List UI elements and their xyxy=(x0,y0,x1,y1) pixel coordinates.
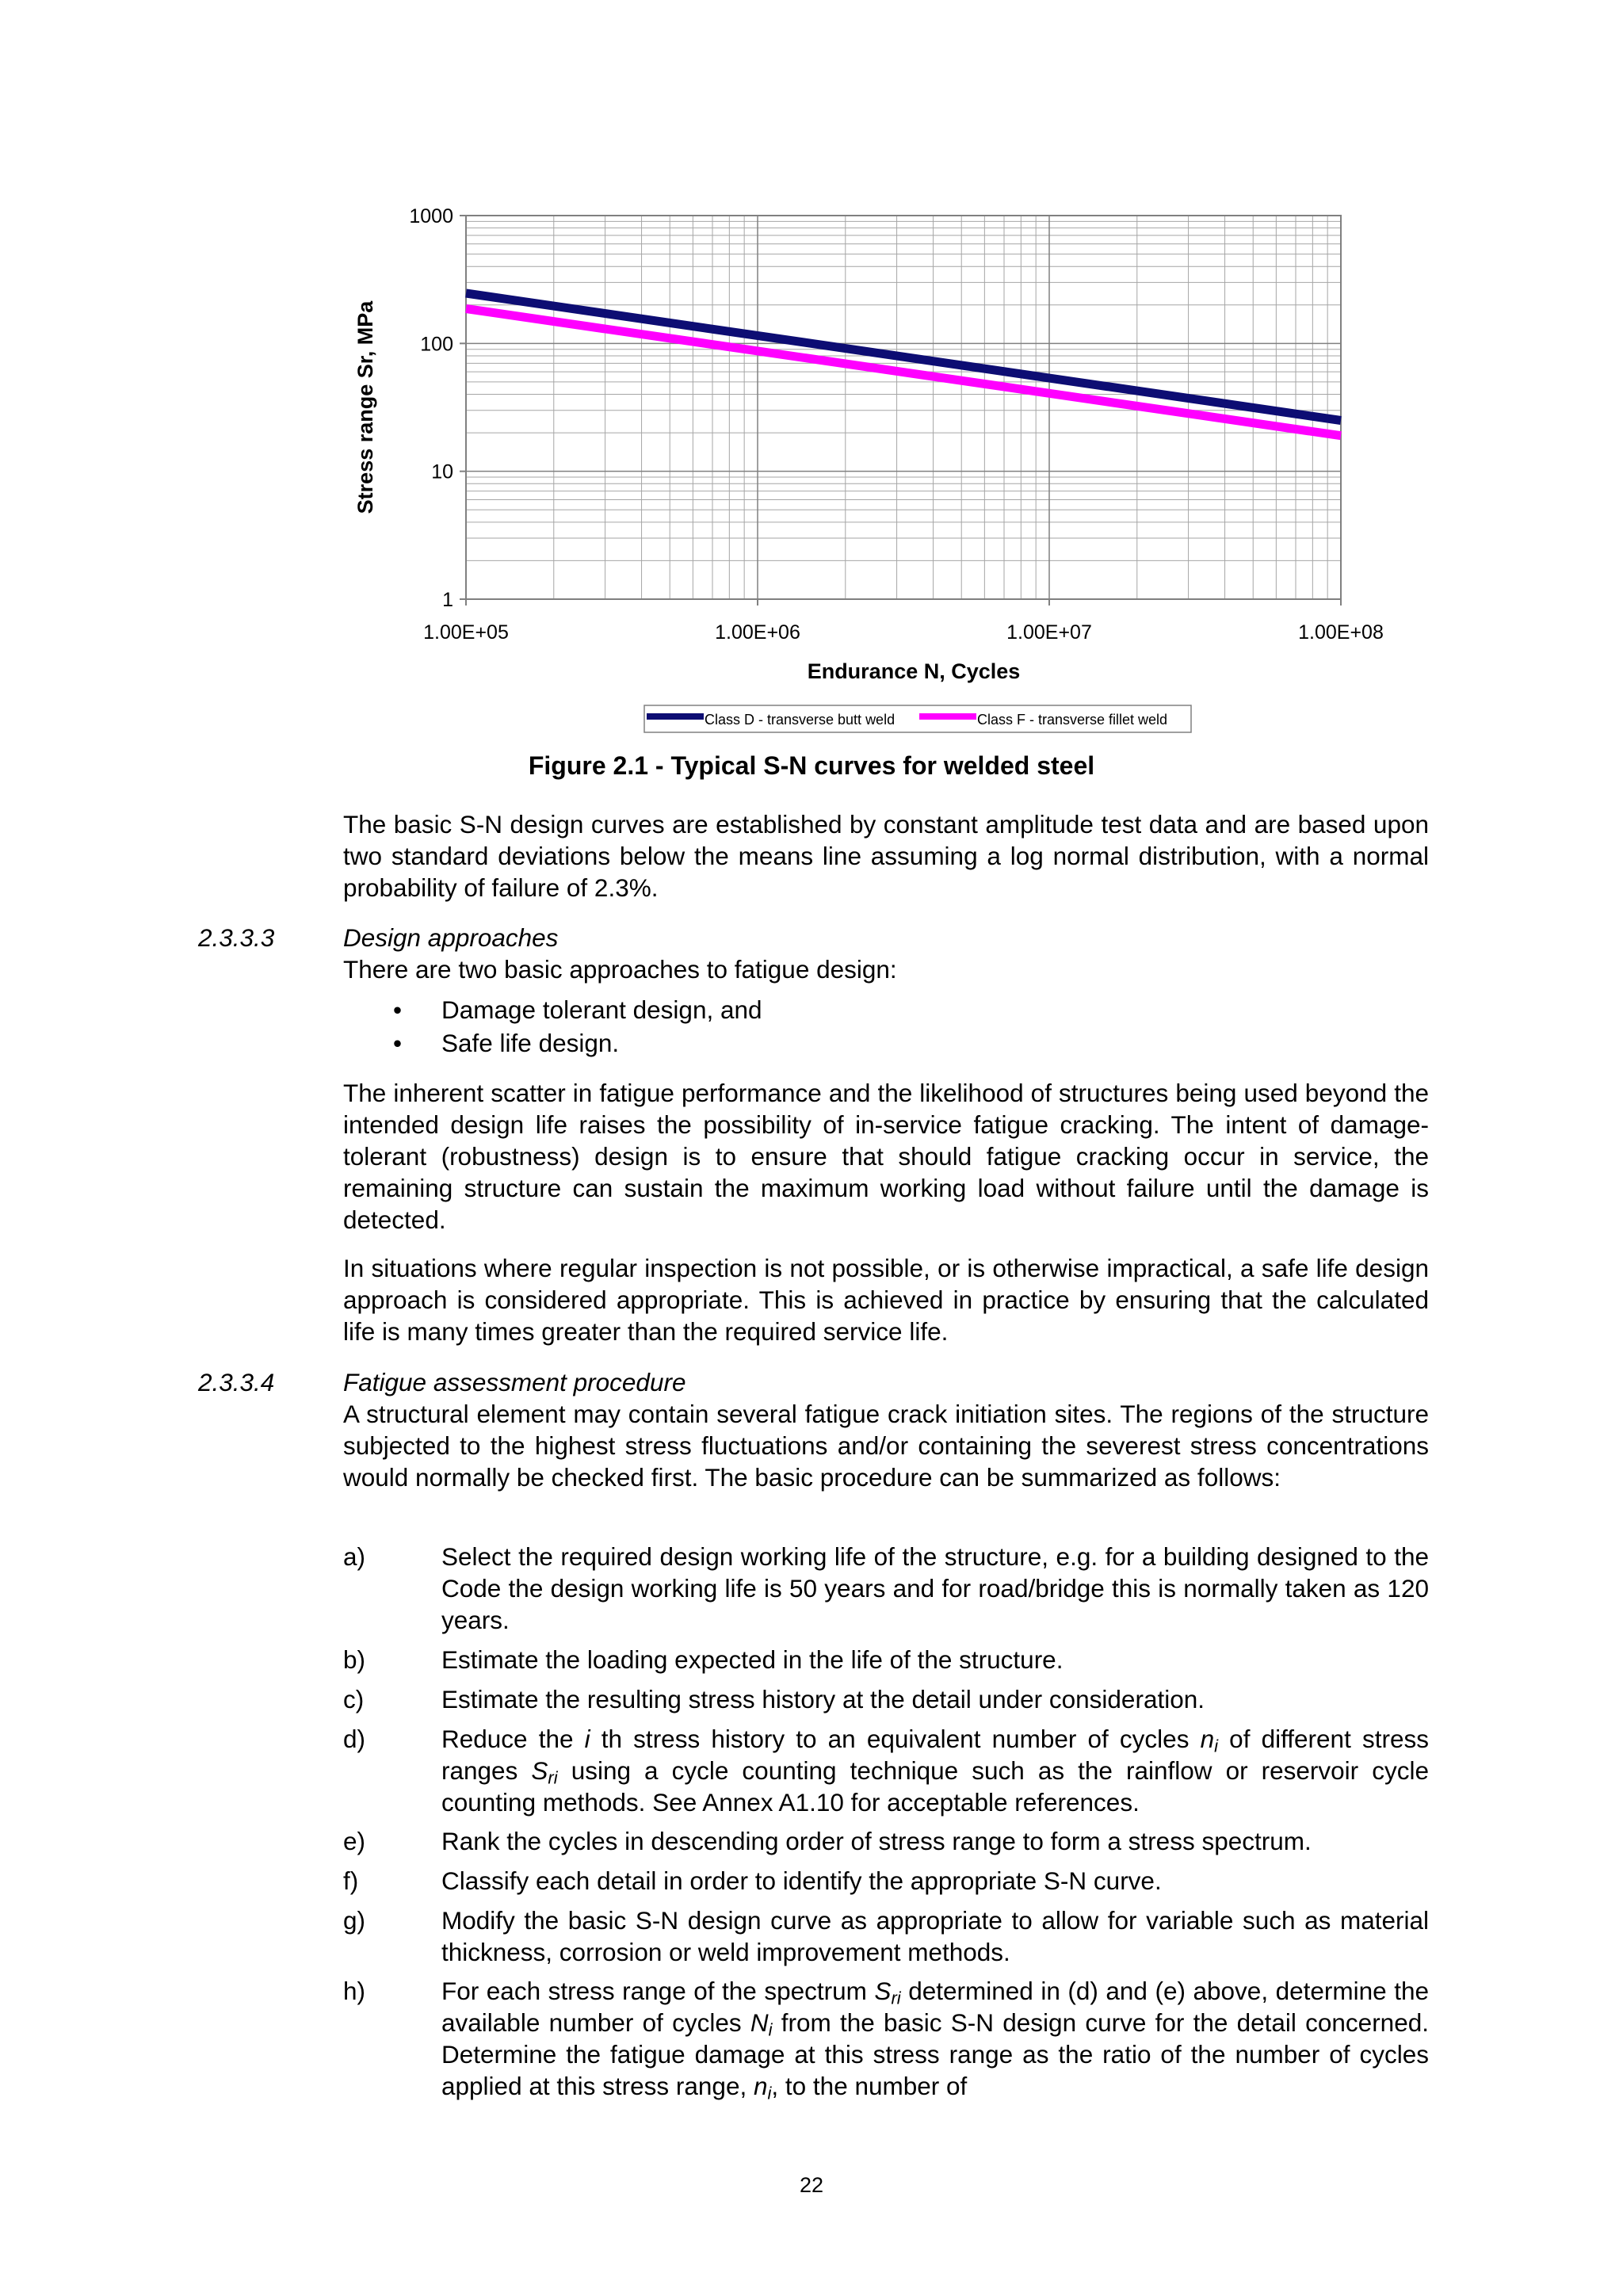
legend-label-class-f: Class F - transverse fillet weld xyxy=(977,712,1168,728)
step-label-c: c) xyxy=(343,1685,365,1713)
chart-y-tick-label: 1000 xyxy=(409,205,453,227)
step-label-f: f) xyxy=(343,1866,359,1895)
chart-legend xyxy=(644,705,1191,732)
chart-x-axis-title: Endurance N, Cycles xyxy=(807,659,1021,683)
chart-x-tick-labels xyxy=(423,621,1384,644)
chart-x-tick-label: 1.00E+08 xyxy=(1298,621,1384,644)
chart-series-line-class-d xyxy=(466,293,1341,421)
step-text-e: Rank the cycles in descending order of stress range to form a stress spectrum. xyxy=(441,1827,1312,1855)
text-run-italic: S xyxy=(531,1756,548,1785)
section-lead-fatigue-assessment: A structural element may contain several fatigue crack initiation sites. The regions of the structure subjected to the highest stress fluctuations and/or containing the severest stress concentrations would normally be checked first. The basic procedure can be summarized as follows: xyxy=(343,1400,1429,1492)
text-run: th stress history to an equivalent number of cycles xyxy=(590,1725,1201,1753)
text-run-italic: S xyxy=(874,1977,892,2005)
text-run-italic: i xyxy=(584,1725,590,1753)
step-text-d xyxy=(441,1723,1429,1818)
section-title-design-approaches: Design approaches xyxy=(343,923,559,952)
step-label-b: b) xyxy=(343,1645,366,1674)
chart-plot-area xyxy=(466,216,1341,599)
bullet-item-safe-life: Safe life design. xyxy=(441,1029,620,1057)
sn-curve-chart xyxy=(0,0,1623,745)
chart-y-tick-label: 100 xyxy=(420,333,453,356)
step-text-h xyxy=(441,1975,1429,2102)
text-subscript: i xyxy=(767,2083,772,2103)
figure-caption: Figure 2.1 - Typical S-N curves for welded steel xyxy=(528,751,1095,780)
text-run: using a cycle counting technique such as the rainflow or reservoir cycle counting methods. See Annex A1.10 for acceptable references. xyxy=(441,1756,1429,1817)
chart-y-tick-labels xyxy=(409,205,453,611)
chart-minor-grid xyxy=(466,216,1341,599)
text-run: determined in (d) and (e) above, determine the available number of cycles xyxy=(441,1977,1429,2037)
chart-x-tick-label: 1.00E+07 xyxy=(1006,621,1092,644)
paragraph-safe-life: In situations where regular inspection is not possible, or is otherwise impractical, a safe life design approach is considered appropriate. This is achieved in practice by ensuring that the calculated life is many times greater than the required service life. xyxy=(343,1254,1429,1346)
chart-x-tick-label: 1.00E+06 xyxy=(715,621,800,644)
step-label-d: d) xyxy=(343,1725,366,1753)
chart-y-tick-label: 10 xyxy=(431,460,453,483)
text-run-italic: n xyxy=(1200,1725,1215,1753)
chart-series-group xyxy=(466,293,1341,436)
paragraph-inherent-scatter: The inherent scatter in fatigue performance and the likelihood of structures being used beyond the intended design life raises the possibility of in-service fatigue cracking. The intent of damage-tolerant (robustness) design is to ensure that should fatigue cracking occur in service, the remaining structure can sustain the maximum working load without failure until the damage is detected. xyxy=(343,1079,1429,1234)
step-text-f: Classify each detail in order to identify the appropriate S-N curve. xyxy=(441,1866,1162,1895)
text-run: from the basic S-N design curve for the detail concerned. Determine the fatigue damage at this stress range as the ratio of the number of cycles applied at this stress range, xyxy=(441,2008,1429,2100)
text-subscript: ri xyxy=(891,1988,901,2008)
text-run-italic: n xyxy=(753,2072,768,2100)
step-label-e: e) xyxy=(343,1827,366,1855)
text-run-italic: N xyxy=(750,2008,769,2037)
bullet-item-damage-tolerant: Damage tolerant design, and xyxy=(441,995,762,1024)
step-text-b: Estimate the loading expected in the life of the structure. xyxy=(441,1645,1064,1674)
text-run: of different stress ranges xyxy=(441,1725,1429,1785)
text-subscript: i xyxy=(768,2019,773,2040)
intro-paragraph: The basic S-N design curves are established by constant amplitude test data and are based upon two standard deviations below the means line assuming a log normal distribution, with a normal probability of failure of 2.3%. xyxy=(343,810,1429,902)
section-number-2-3-3-4: 2.3.3.4 xyxy=(198,1368,275,1396)
chart-y-tick-label: 1 xyxy=(442,589,453,611)
step-label-a: a) xyxy=(343,1542,366,1571)
text-run: Reduce the xyxy=(441,1725,585,1753)
step-label-h: h) xyxy=(343,1977,366,2005)
section-title-fatigue-assessment: Fatigue assessment procedure xyxy=(343,1368,686,1396)
text-subscript: i xyxy=(1214,1736,1219,1756)
step-label-g: g) xyxy=(343,1906,366,1935)
step-text-g: Modify the basic S-N design curve as appropriate to allow for variable such as material thickness, corrosion or weld improvement methods. xyxy=(441,1906,1429,1966)
section-number-2-3-3-3: 2.3.3.3 xyxy=(198,923,275,952)
chart-x-tick-label: 1.00E+05 xyxy=(423,621,509,644)
text-run: , to the number of xyxy=(771,2072,968,2100)
chart-major-grid xyxy=(466,216,1341,599)
step-text-a: Select the required design working life of the structure, e.g. for a building designed to the Code the design working life is 50 years and for road/bridge this is normally taken as 120 years. xyxy=(441,1542,1429,1634)
legend-label-class-d: Class D - transverse butt weld xyxy=(705,712,896,728)
text-run: For each stress range of the spectrum xyxy=(441,1977,875,2005)
bullet-marker: • xyxy=(393,1029,403,1057)
section-lead-design-approaches: There are two basic approaches to fatigue design: xyxy=(343,955,897,984)
step-text-c: Estimate the resulting stress history at the detail under consideration. xyxy=(441,1685,1205,1713)
chart-y-axis-title: Stress range Sr, MPa xyxy=(353,300,377,514)
page-number: 22 xyxy=(799,2173,824,2197)
text-subscript: ri xyxy=(548,1767,558,1788)
bullet-marker: • xyxy=(393,995,403,1024)
